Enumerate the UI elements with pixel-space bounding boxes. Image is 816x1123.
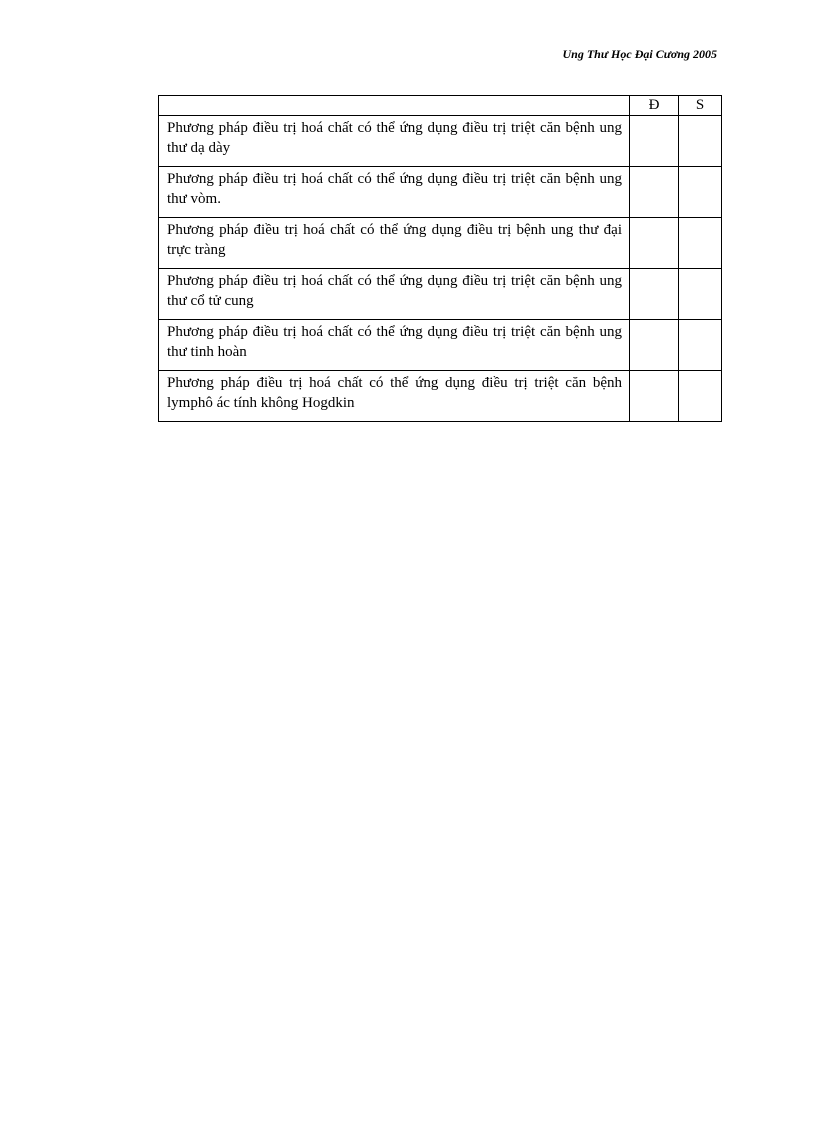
- table-row: [159, 218, 722, 269]
- true-answer-cell[interactable]: [630, 269, 679, 320]
- statement-cell: Phương pháp điều trị hoá chất có thể ứng dụng điều trị triệt căn bệnh ung thư dạ dày: [159, 116, 630, 167]
- true-answer-cell[interactable]: [630, 116, 679, 167]
- table-row: [159, 320, 722, 371]
- table-row: [159, 167, 722, 218]
- running-header: Ung Thư Học Đại Cương 2005: [562, 47, 717, 61]
- true-answer-cell[interactable]: [630, 371, 679, 422]
- false-answer-cell[interactable]: [679, 269, 722, 320]
- table-row: [159, 371, 722, 422]
- true-answer-cell[interactable]: [630, 320, 679, 371]
- statement-cell: Phương pháp điều trị hoá chất có thể ứng dụng điều trị bệnh ung thư đại trực tràng: [159, 218, 630, 269]
- statement-cell: Phương pháp điều trị hoá chất có thể ứng dụng điều trị triệt căn bệnh ung thư vòm.: [159, 167, 630, 218]
- statement-cell: Phương pháp điều trị hoá chất có thể ứng dụng điều trị triệt căn bệnh ung thư tinh hoàn: [159, 320, 630, 371]
- false-column-header: S: [679, 96, 722, 116]
- statement-column-header: [159, 96, 630, 116]
- false-answer-cell[interactable]: [679, 167, 722, 218]
- table-header-row: [159, 96, 722, 116]
- true-answer-cell[interactable]: [630, 218, 679, 269]
- table-row: [159, 116, 722, 167]
- false-answer-cell[interactable]: [679, 116, 722, 167]
- true-answer-cell[interactable]: [630, 167, 679, 218]
- true-false-table: [158, 95, 722, 422]
- false-answer-cell[interactable]: [679, 218, 722, 269]
- statement-cell: Phương pháp điều trị hoá chất có thể ứng dụng điều trị triệt căn bệnh lymphô ác tính không Hogdkin: [159, 371, 630, 422]
- table-row: [159, 269, 722, 320]
- statement-cell: Phương pháp điều trị hoá chất có thể ứng dụng điều trị triệt căn bệnh ung thư cổ tử cung: [159, 269, 630, 320]
- false-answer-cell[interactable]: [679, 320, 722, 371]
- true-column-header: Đ: [630, 96, 679, 116]
- false-answer-cell[interactable]: [679, 371, 722, 422]
